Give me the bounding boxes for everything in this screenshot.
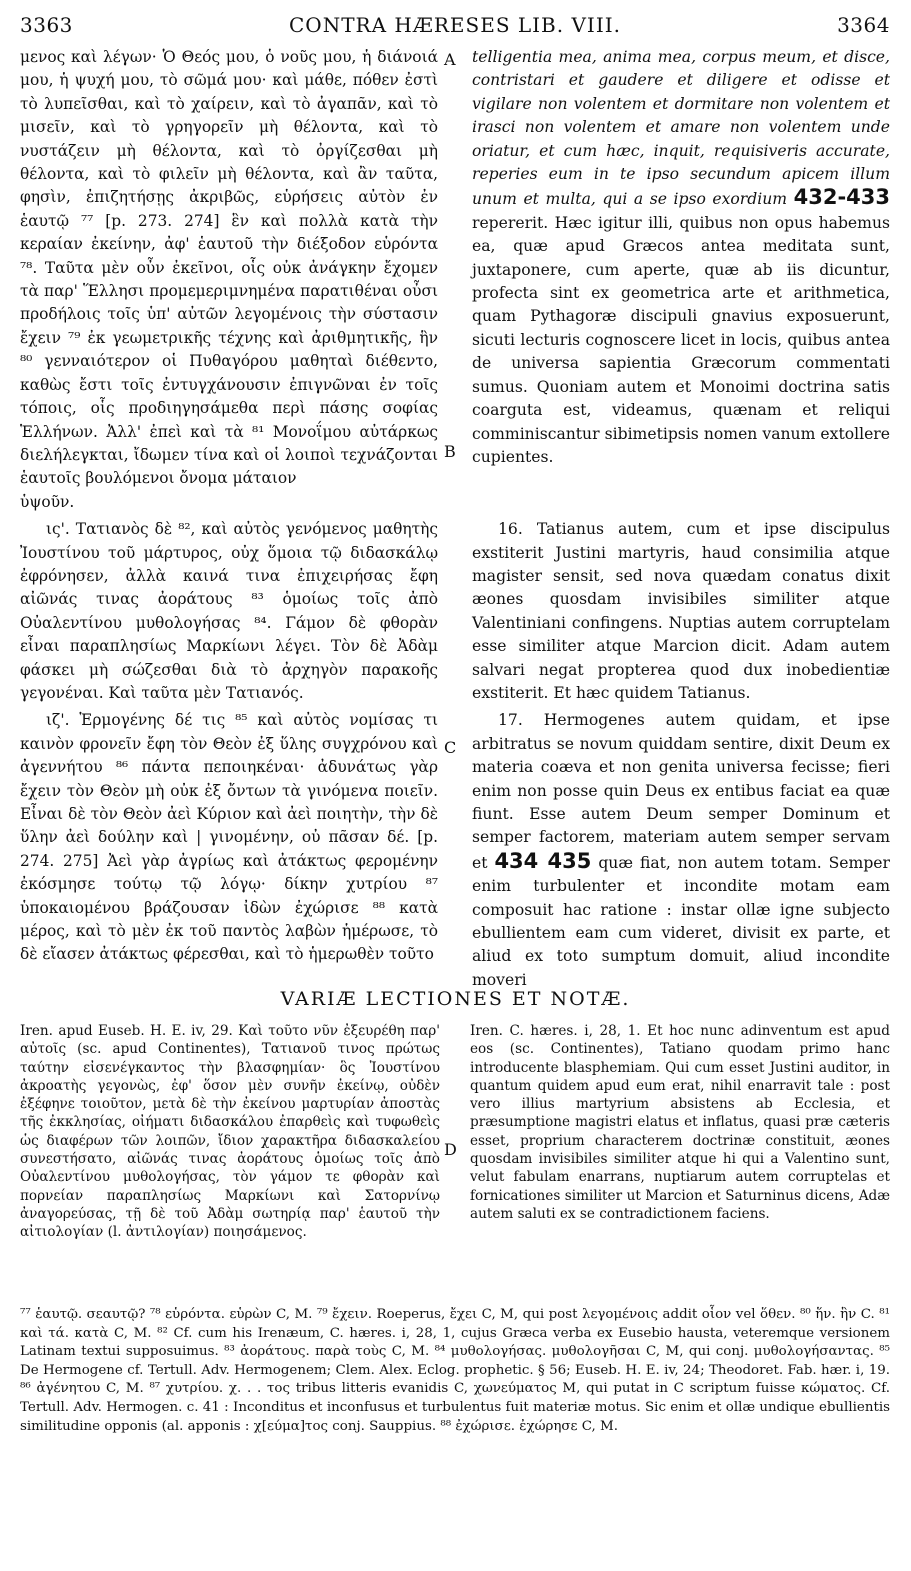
text-block-1 xyxy=(20,46,890,491)
margin-marker-b: B xyxy=(444,442,456,461)
column-number: 432-433 xyxy=(793,185,890,210)
greek-paragraph: ις'. Τατιανὸς δὲ ⁸², καὶ αὐτὸς γενόμενος μαθητὴς Ἰουστίνου τοῦ μάρτυρος, οὐχ ὅμοια τῷ διδασκάλῳ ἐφρόνησεν, ἀλλὰ καινά τινα ἐπιχειρήσας ἔφη αἰῶνάς τινας ἀοράτους ⁸³ ὁμοίως τοῖς ἀπὸ Οὐαλεντίνου μυθολογήσας ⁸⁴. Γάμον δὲ φθορὰν εἶναι παραπλησίως Μαρκίωνι λέγει. Τὸν δὲ Ἀδὰμ φάσκει μὴ σώζεσθαι διὰ τὸ ἀρχηγὸν παρακοῆς γεγονέναι. Καὶ ταῦτα μὲν Τατιανός. xyxy=(20,520,438,702)
notes-greek-column: Iren. apud Euseb. H. E. iv, 29. Καὶ τοῦτο νῦν ἐξευρέθη παρ' αὐτοῖς (sc. apud Continentes), Τατιανοῦ τινος πρώτως ταύτην εἰσενέγκαντος τὴν βλασφημίαν· ὃς Ἰουστίνου ἀκροατὴς γεγονὼς, ἐφ' ὅσον μὲν συνῆν ἐκείνῳ, οὐδὲν ἐξέφηνε τοιοῦτον, μετὰ δὲ τὴν ἐκείνου μαρτυρίαν ἀποστὰς τῆς ἐκκλησίας, οἰήματι διδασκάλου ἐπαρθεὶς καὶ τυφωθεὶς ὡς διαφέρων τῶν λοιπῶν, ἴδιον χαρακτῆρα διδασκαλείου συνεστήσατο, αἰῶνάς τινας ἀοράτους ὁμοίως τοῖς ἀπὸ Οὐαλεντίνου μυθολογήσας, τὸν γάμον τε φθορὰν καὶ πορνείαν παραπλησίως Μαρκίωνι καὶ Σατορνίνῳ ἀναγορεύσας, τῇ δὲ τοῦ Ἀδὰμ σωτηρίᾳ παρ' ἑαυτοῦ τὴν αἰτιολογίαν (l. ἀντιλογίαν) ποιησάμενος. xyxy=(20,1023,440,1241)
latin-text: 17. Hermogenes autem quidam, et ipse arbitratus se novum quiddam sentire, dixit Deum ex materia coæva et non genita universa fecisse; fieri enim non posse quin Deus ex entibus faciat ea quæ fiunt. Esse autem Deum semper Dominum et semper factorem, materiam autem semper servam et xyxy=(472,711,890,872)
running-title: CONTRA HÆRESES LIB. VIII. xyxy=(289,13,621,37)
greek-paragraph: ιζ'. Ἑρμογένης δέ τις ⁸⁵ καὶ αὐτὸς νομίσας τι καινὸν φρονεῖν ἔφη τὸν Θεὸν ἐξ ὕλης συγχρόνου καὶ ἀγεννήτου ⁸⁶ πάντα πεποιηκέναι· ἀδυνάτως γὰρ ἔχειν τὸν Θεὸν μὴ οὐκ ἐξ ὄντων τὰ γινόμενα ποιεῖν. Εἶναι δὲ τὸν Θεὸν ἀεὶ Κύριον καὶ ἀεὶ ποιητὴν, τὴν δὲ ὕλην ἀεὶ δούλην καὶ | γινομένην, οὐ πᾶσαν δέ. [p. 274. 275] Ἀεὶ γὰρ ἀγρίως καὶ ἀτάκτως φερομένην ἐκόσμησε τούτῳ τῷ λόγῳ· δίκην χυτρίου ⁸⁷ ὑποκαιομένου βράζουσαν ἰδὼν ἐχώρισε ⁸⁸ κατὰ μέρος, καὶ τὸ μὲν ἐκ τοῦ παντὸς λαβὼν ἡμέρωσε, τὸ δὲ εἴασεν ἀτάκτως φέρεσθαι, καὶ τὸ ἡμερωθὲν τοῦτο xyxy=(20,711,438,964)
latin-paragraph: 16. Tatianus autem, cum et ipse discipulus exstiterit Justini martyris, haud consimilia atque magister sensit, sed nova quædam conatus dixit æones quosdam invisibiles similiter atque Valentiniani confingens. Nuptias autem corruptelam esse similiter atque Marcion dicit. Adam autem salvari negat propterea quod dux inobedientiæ exstiterit. Et hæc quidem Tatianus. xyxy=(472,520,890,702)
page-number-right: 3364 xyxy=(837,13,890,37)
spanning-line xyxy=(20,491,890,514)
page-header xyxy=(20,10,890,40)
latin-column xyxy=(472,518,890,992)
greek-column xyxy=(20,518,438,992)
notes-block xyxy=(20,1022,890,1242)
latin-text: repererit. Hæc igitur illi, quibus non opus habemus ea, quæ apud Græcos antea meditata sunt, juxtaponere, cum aperte, quæ ab iis dicuntur, profecta sint ex geometrica arte et arithmetica, quam Pythagoræ discipuli gnavius exposuerunt, sicuti lecturis cognoscere licet in locis, quibus antea de universa sapientia Græcorum commentati sumus. Quoniam autem et Monoimi doctrina satis coarguta est, videamus, quænam et reliqui comminiscantur sibimetipsis nomen vanum extollere cupientes. xyxy=(472,213,890,466)
notes-latin-column: Iren. C. hæres. i, 28, 1. Et hoc nunc adinventum est apud eos (sc. Continentes), Tatiano quodam primo hanc introducente blasphemiam. Qui cum esset Justini auditor, in quantum quidem apud eum erat, nihil enarravit tale : post vero illius martyrium absistens ab Ecclesia, et præsumptione magistri elatus et inflatus, quasi præ cæteris esset, proprium characterem doctrinæ constituit, æones quosdam invisibiles similiter atque hi qui a Valentino sunt, velut fabulam enarrans, nuptiarum autem corruptelas et fornicationes similiter ut Marcion et Saturninus dicens, Adæ autem saluti ex se contradictionem faciens. xyxy=(470,1023,890,1222)
span-line-start: ὑψοῦν. xyxy=(20,492,75,511)
latin-column xyxy=(472,46,890,491)
main-text xyxy=(20,46,890,992)
latin-italic-text: telligentia mea, anima mea, corpus meum, et disce, contristari et gaudere et diligere et odisse et vigilare non volentem et dormitare non volentem et irasci non volentem et amare non volentem unde oriatur, et cum hæc, inquit, requisiveris accurate, reperies eum in te ipso secundum apicem illum unum et multa, qui a se ipso exordium xyxy=(472,48,890,209)
latin-paragraph xyxy=(472,46,890,469)
footnotes: ⁷⁷ ἑαυτῷ. σεαυτῷ? ⁷⁸ εὑρόντα. εὑρὼν C, M. ⁷⁹ ἔχειν. Roeperus, ἔχει C, M, qui post λεγομένοις addit οἷον vel ὅθεν. ⁸⁰ ἥν. ἣν C. ⁸¹ καὶ τά. κατὰ C, M. ⁸² Cf. cum his Irenæum, C. hæres. i, 28, 1, cujus Græca verba ex Eusebio hausta, veteremque versionem Latinam textui supposuimus. ⁸³ ἀοράτους. παρὰ τοὺς C, M. ⁸⁴ μυθολογήσας. μυθολογῆσαι C, M, qui conj. μυθολογήσαντας. ⁸⁵ De Hermogene cf. Tertull. Adv. Hermogenem; Clem. Alex. Eclog. prophetic. § 56; Euseb. H. E. iv, 24; Theodoret. Fab. hær. i, 19. ⁸⁶ ἀγένητου C, M. ⁸⁷ χυτρίου. χ. . . τος tribus litteris evanidis C, χωνεύματος M, qui putat in C scriptum fuisse κώματος. Cf. Tertull. Adv. Hermogen. c. 41 : Inconditus et inconfusus et turbulentus fuit materiæ motus. Sic enim et ollæ undique ebullientis similitudine opponis (al. apponis : χ[εύμα]τος conj. Sauppius. ⁸⁸ ἐχώρισε. ἐχώρησε C, M. xyxy=(20,1307,890,1434)
margin-marker-d: D xyxy=(444,1140,457,1159)
margin-marker-a: A xyxy=(444,50,456,69)
text-block-2 xyxy=(20,518,890,992)
latin-text: quæ fiat, non autem totam. Semper enim turbulenter et incondite motam eam composuit hac ratione : instar ollæ igne subjecto ebullientem eam cum videret, divisit ex parte, et aliud ex toto sumptum domuit, aliud incondite moveri xyxy=(472,853,890,989)
greek-column xyxy=(20,46,438,491)
latin-paragraph xyxy=(472,709,890,992)
margin-marker-c: C xyxy=(444,738,457,757)
span-line-text: λοιποὶ τεχνάζονται ἑαυτοῖς βουλόμενοι ὄνομα μάταιον xyxy=(20,445,438,488)
section-title: VARIÆ LECTIONES ET NOTÆ. xyxy=(280,988,631,1010)
page-number-left: 3363 xyxy=(20,13,73,37)
greek-paragraph: μενος καὶ λέγων· Ὁ Θεός μου, ὁ νοῦς μου, ἡ διάνοιά μου, ἡ ψυχή μου, τὸ σῶμά μου· καὶ μάθε, πόθεν ἐστὶ τὸ λυπεῖσθαι, καὶ τὸ χαίρειν, καὶ τὸ ἀγαπᾶν, καὶ τὸ μισεῖν, καὶ τὸ γρηγορεῖν μὴ θέλοντα, καὶ τὸ νυστάζειν μὴ θέλοντα, καὶ τὸ ὀργίζεσθαι μὴ θέλοντα, καὶ τὸ φιλεῖν μὴ θέλοντα, καὶ ἂν ταῦτα, φησὶν, ἐπιζητήσῃς ἀκριβῶς, εὑρήσεις αὐτὸν ἐν ἑαυτῷ ⁷⁷ [p. 273. 274] ἓν καὶ πολλὰ κατὰ τὴν κεραίαν ἐκείνην, ἀφ' ἑαυτοῦ τὴν διέξοδον εὑρόντα ⁷⁸. Ταῦτα μὲν οὖν ἐκεῖνοι, οἷς οὐκ ἀνάγκην ἔχομεν τὰ παρ' Ἕλλησι προμεμεριμνημένα παρατιθέναι οὖσι προδήλοις τοῖς ὑπ' αὐτῶν λεγομένοις τὴν σύστασιν ἔχειν ⁷⁹ ἐκ γεωμετρικῆς τέχνης καὶ ἀριθμητικῆς, ἣν ⁸⁰ γενναιότερον οἱ Πυθαγόρου μαθηταὶ διέθεντο, καθὼς ἔστι τοῖς ἐντυγχάνουσιν ἐπιγνῶναι ἐν τοῖς τόποις, οἷς προδιηγησάμεθα περὶ πάσης σοφίας Ἑλλήνων. Ἀλλ' ἐπεὶ καὶ τὰ ⁸¹ Μονοΐμου αὐτάρκως διελήλεγκται, ἴδωμεν τίνα καὶ οἱ λοιποὶ τεχνάζονται ἑαυτοῖς βουλόμενοι ὄνομα μάταιον xyxy=(20,48,438,488)
column-number: 434 435 xyxy=(494,848,592,873)
